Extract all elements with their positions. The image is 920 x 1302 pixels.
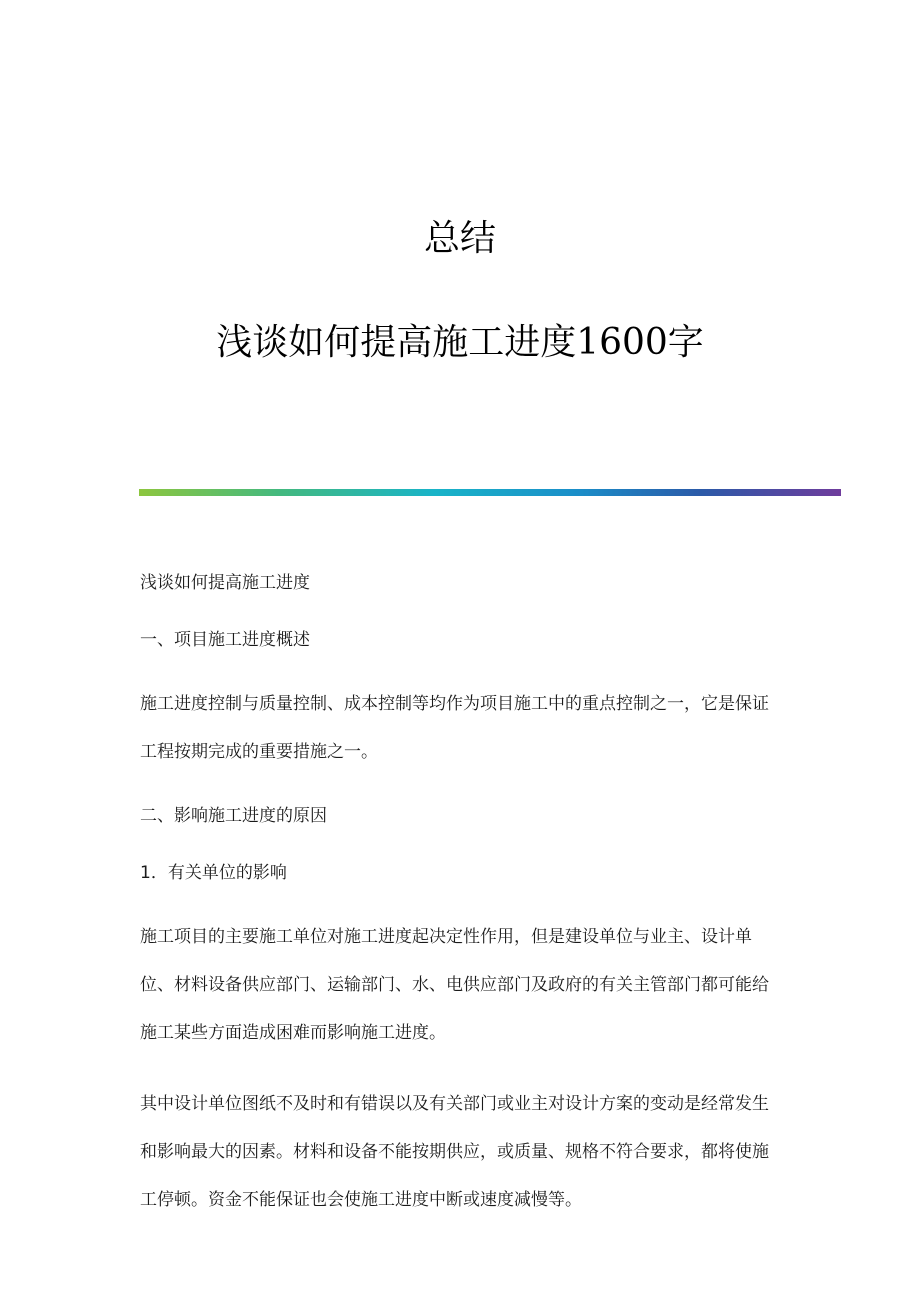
- section-heading-overview: 一、项目施工进度概述: [140, 630, 310, 650]
- body-paragraph-intro-title: 浅谈如何提高施工进度: [140, 573, 310, 593]
- gradient-divider: [139, 489, 841, 496]
- document-title: 浅谈如何提高施工进度1600字: [216, 322, 704, 363]
- body-paragraph-design-changes: 其中设计单位图纸不及时和有错误以及有关部门或业主对设计方案的变动是经常发生和影响最大的因素。材料和设备不能按期供应，或质量、规格不符合要求，都将使施工停顿。资金不能保证也会使施工进度中断或速度减慢等。: [140, 1094, 769, 1210]
- body-paragraph-overview: 施工进度控制与质量控制、成本控制等均作为项目施工中的重点控制之一，它是保证工程按期完成的重要措施之一。: [140, 694, 769, 762]
- body-paragraph-units: 施工项目的主要施工单位对施工进度起决定性作用，但是建设单位与业主、设计单位、材料设备供应部门、运输部门、水、电供应部门及政府的有关主管部门都可能给施工某些方面造成困难而影响施工进度。: [140, 927, 769, 1043]
- section-heading-causes: 二、影响施工进度的原因: [140, 806, 327, 826]
- subsection-heading-units: 1．有关单位的影响: [140, 863, 287, 883]
- document-body: [140, 566, 780, 1247]
- summary-heading: 总结: [423, 218, 496, 259]
